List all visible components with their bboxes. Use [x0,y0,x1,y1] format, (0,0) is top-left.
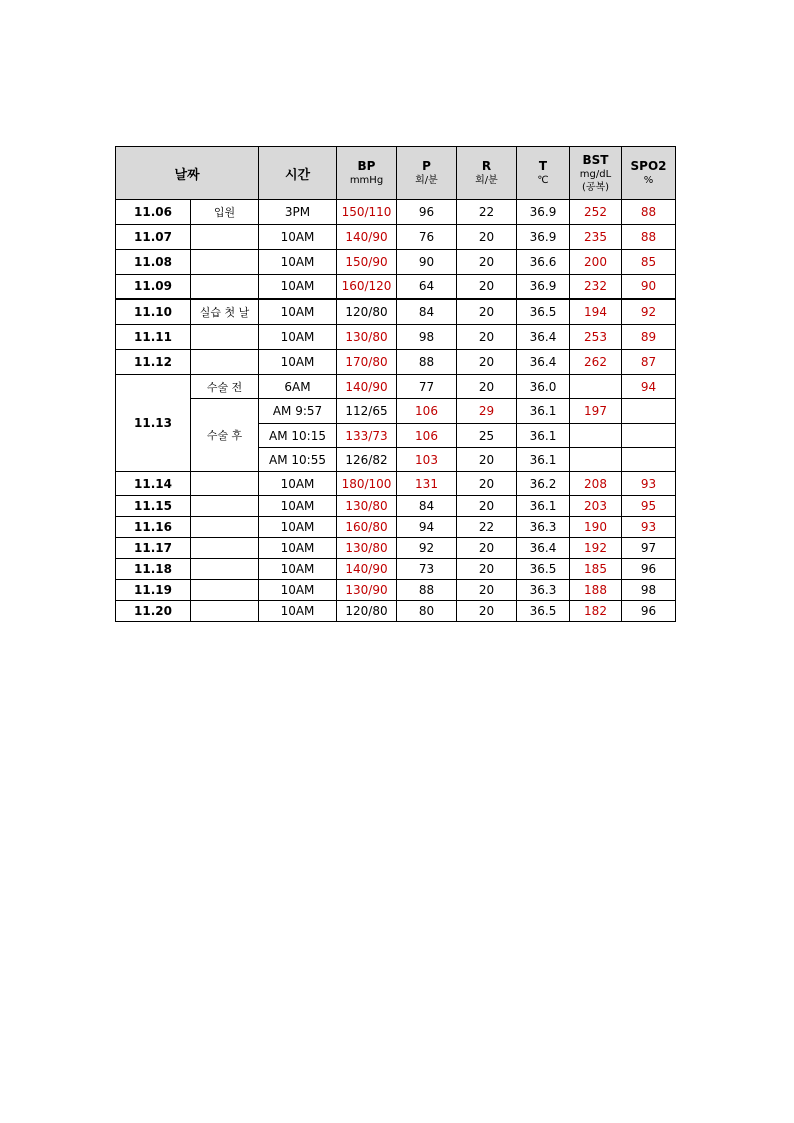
note-cell [191,517,259,538]
time-cell: 3PM [259,200,337,225]
p-cell: 106 [397,424,457,448]
table-row [116,496,676,517]
note-cell [191,250,259,275]
time-cell: AM 10:15 [259,424,337,448]
p-cell: 103 [397,448,457,472]
r-cell: 20 [457,538,517,559]
time-cell: 10AM [259,350,337,375]
bst-cell: 252 [570,200,622,225]
time-cell: 10AM [259,250,337,275]
note-cell [191,559,259,580]
r-cell: 20 [457,375,517,399]
time-cell: 10AM [259,472,337,496]
spo2-cell: 94 [622,375,676,399]
header-row [116,147,676,200]
t-cell: 36.4 [517,325,570,350]
p-cell: 94 [397,517,457,538]
r-cell: 20 [457,225,517,250]
bst-cell: 197 [570,399,622,424]
bst-cell [570,424,622,448]
bst-cell: 185 [570,559,622,580]
bp-cell: 150/90 [337,250,397,275]
header-t-label: T [538,159,548,173]
header-t [517,147,570,200]
t-cell: 36.2 [517,472,570,496]
r-cell: 22 [457,200,517,225]
bst-cell: 200 [570,250,622,275]
note-cell: 수술 전 [191,375,259,399]
t-cell: 36.1 [517,448,570,472]
time-cell: 10AM [259,517,337,538]
spo2-cell: 87 [622,350,676,375]
note-cell [191,472,259,496]
t-cell: 36.5 [517,559,570,580]
date-cell: 11.20 [116,601,191,622]
table-row [116,225,676,250]
header-spo2 [622,147,676,200]
time-cell: 10AM [259,580,337,601]
date-cell: 11.06 [116,200,191,225]
p-cell: 84 [397,496,457,517]
bp-cell: 180/100 [337,472,397,496]
t-cell: 36.3 [517,517,570,538]
t-cell: 36.0 [517,375,570,399]
time-cell: AM 9:57 [259,399,337,424]
date-cell: 11.13 [116,375,191,472]
spo2-cell: 97 [622,538,676,559]
note-cell [191,275,259,299]
bst-cell: 235 [570,225,622,250]
r-cell: 20 [457,601,517,622]
bp-cell: 130/80 [337,538,397,559]
r-cell: 20 [457,250,517,275]
spo2-cell: 85 [622,250,676,275]
bp-cell: 120/80 [337,299,397,325]
bst-cell: 194 [570,299,622,325]
time-cell: 10AM [259,275,337,299]
bst-cell: 190 [570,517,622,538]
p-cell: 90 [397,250,457,275]
t-cell: 36.9 [517,225,570,250]
p-cell: 84 [397,299,457,325]
bp-cell: 170/80 [337,350,397,375]
r-cell: 22 [457,517,517,538]
t-cell: 36.5 [517,601,570,622]
spo2-cell: 95 [622,496,676,517]
bst-cell: 208 [570,472,622,496]
t-cell: 36.9 [517,275,570,299]
note-cell: 입원 [191,200,259,225]
header-r [457,147,517,200]
bst-cell: 232 [570,275,622,299]
bp-cell: 133/73 [337,424,397,448]
date-cell: 11.11 [116,325,191,350]
date-cell: 11.07 [116,225,191,250]
date-cell: 11.17 [116,538,191,559]
r-cell: 20 [457,299,517,325]
bp-cell: 150/110 [337,200,397,225]
p-cell: 77 [397,375,457,399]
t-cell: 36.4 [517,538,570,559]
table-row [116,350,676,375]
r-cell: 20 [457,325,517,350]
p-cell: 64 [397,275,457,299]
time-cell: AM 10:55 [259,448,337,472]
table-body [116,200,676,622]
t-cell: 36.5 [517,299,570,325]
date-cell: 11.12 [116,350,191,375]
bst-cell: 203 [570,496,622,517]
table-row [116,399,676,424]
header-date: 날짜 [116,147,259,200]
note-cell [191,350,259,375]
table-row [116,559,676,580]
bst-cell [570,375,622,399]
header-p [397,147,457,200]
spo2-cell: 92 [622,299,676,325]
spo2-cell: 88 [622,200,676,225]
t-cell: 36.1 [517,424,570,448]
spo2-cell: 93 [622,517,676,538]
bst-cell: 262 [570,350,622,375]
header-bst-unit: mg/dL [579,168,612,180]
date-cell: 11.16 [116,517,191,538]
table-row [116,275,676,299]
p-cell: 92 [397,538,457,559]
header-spo2-unit: % [643,175,654,186]
p-cell: 131 [397,472,457,496]
note-cell [191,580,259,601]
bst-cell: 253 [570,325,622,350]
spo2-cell: 88 [622,225,676,250]
table-row [116,200,676,225]
spo2-cell [622,448,676,472]
r-cell: 20 [457,496,517,517]
note-cell: 수술 후 [191,399,259,472]
time-cell: 10AM [259,299,337,325]
date-cell: 11.08 [116,250,191,275]
time-cell: 10AM [259,559,337,580]
bst-cell: 188 [570,580,622,601]
table-row [116,472,676,496]
note-cell [191,225,259,250]
date-cell: 11.14 [116,472,191,496]
bp-cell: 140/90 [337,559,397,580]
spo2-cell: 98 [622,580,676,601]
bp-cell: 126/82 [337,448,397,472]
time-cell: 10AM [259,496,337,517]
date-cell: 11.19 [116,580,191,601]
r-cell: 20 [457,275,517,299]
bp-cell: 130/90 [337,580,397,601]
p-cell: 98 [397,325,457,350]
t-cell: 36.4 [517,350,570,375]
header-r-label: R [481,159,492,173]
note-cell [191,325,259,350]
date-cell: 11.18 [116,559,191,580]
table-row [116,601,676,622]
bp-cell: 120/80 [337,601,397,622]
r-cell: 29 [457,399,517,424]
bst-cell: 182 [570,601,622,622]
spo2-cell: 89 [622,325,676,350]
spo2-cell [622,424,676,448]
vital-signs-table [115,146,676,622]
header-bst-label: BST [582,152,609,167]
bst-cell [570,448,622,472]
table-row [116,538,676,559]
t-cell: 36.1 [517,496,570,517]
spo2-cell: 93 [622,472,676,496]
table-row [116,250,676,275]
header-r-unit: 회/분 [475,175,498,186]
p-cell: 88 [397,580,457,601]
p-cell: 76 [397,225,457,250]
table-row [116,517,676,538]
p-cell: 80 [397,601,457,622]
header-time: 시간 [259,147,337,200]
time-cell: 10AM [259,325,337,350]
r-cell: 20 [457,472,517,496]
header-bst-note: (공복) [581,181,610,193]
spo2-cell: 90 [622,275,676,299]
header-bp-label: BP [357,159,376,173]
time-cell: 10AM [259,225,337,250]
spo2-cell: 96 [622,559,676,580]
t-cell: 36.3 [517,580,570,601]
t-cell: 36.9 [517,200,570,225]
r-cell: 20 [457,559,517,580]
time-cell: 10AM [259,538,337,559]
bst-cell: 192 [570,538,622,559]
spo2-cell [622,399,676,424]
p-cell: 73 [397,559,457,580]
bp-cell: 130/80 [337,496,397,517]
bp-cell: 160/80 [337,517,397,538]
time-cell: 10AM [259,601,337,622]
table-row [116,325,676,350]
header-p-label: P [422,159,431,173]
r-cell: 25 [457,424,517,448]
table-row [116,580,676,601]
note-cell [191,601,259,622]
r-cell: 20 [457,580,517,601]
bp-cell: 140/90 [337,225,397,250]
bp-cell: 160/120 [337,275,397,299]
header-p-unit: 회/분 [415,175,438,186]
date-cell: 11.15 [116,496,191,517]
note-cell [191,538,259,559]
r-cell: 20 [457,448,517,472]
date-cell: 11.10 [116,299,191,325]
r-cell: 20 [457,350,517,375]
p-cell: 88 [397,350,457,375]
header-bst [570,147,622,200]
note-cell: 실습 첫 날 [191,299,259,325]
bp-cell: 140/90 [337,375,397,399]
table-row [116,375,676,399]
spo2-cell: 96 [622,601,676,622]
t-cell: 36.6 [517,250,570,275]
bp-cell: 130/80 [337,325,397,350]
header-t-unit: ℃ [537,175,549,186]
t-cell: 36.1 [517,399,570,424]
note-cell [191,496,259,517]
header-spo2-label: SPO2 [630,159,667,173]
time-cell: 6AM [259,375,337,399]
date-cell: 11.09 [116,275,191,299]
p-cell: 96 [397,200,457,225]
table-row [116,299,676,325]
bp-cell: 112/65 [337,399,397,424]
header-bp [337,147,397,200]
p-cell: 106 [397,399,457,424]
header-bp-unit: mmHg [349,175,384,186]
